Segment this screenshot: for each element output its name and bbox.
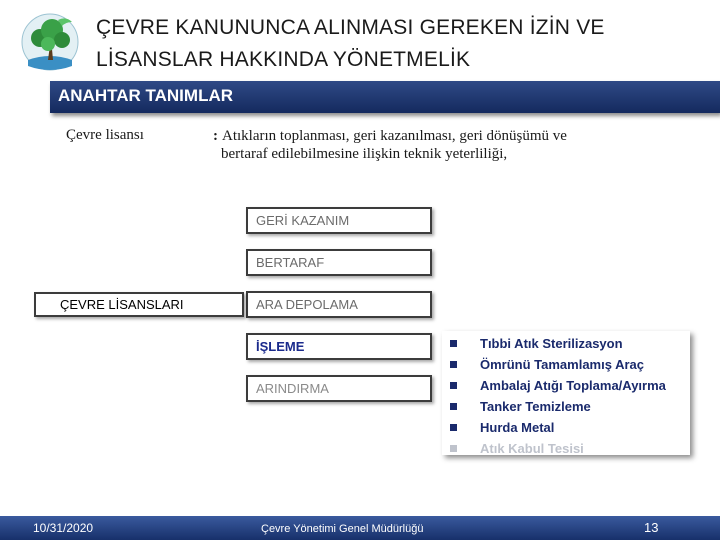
list-item (442, 356, 690, 374)
list-item-label: Tanker Temizleme (480, 399, 591, 414)
list-item (442, 377, 690, 395)
bullet-list-panel (442, 331, 690, 455)
square-bullet-icon (450, 403, 457, 410)
list-item-label: Ömrünü Tamamlamış Araç (480, 357, 644, 372)
list-item-label: Atık Kabul Tesisi (480, 441, 584, 456)
box-geri-kazanim: GERİ KAZANIM (246, 207, 432, 234)
box-arindirma: ARINDIRMA (246, 375, 432, 402)
box-ara-depolama: ARA DEPOLAMA (246, 291, 432, 318)
page-number: 13 (644, 520, 659, 535)
square-bullet-icon (450, 361, 457, 368)
ministry-tree-logo-icon (18, 8, 82, 78)
title-line-1: ÇEVRE KANUNUNCA ALINMASI GEREKEN İZİN VE (96, 16, 605, 39)
footer-organization: Çevre Yönetimi Genel Müdürlüğü (261, 523, 424, 535)
title-line-2: LİSANSLAR HAKKINDA YÖNETMELİK (96, 48, 471, 71)
box-cevre-lisanslari: ÇEVRE LİSANSLARI (34, 292, 244, 317)
square-bullet-icon (450, 424, 457, 431)
definition-colon: : (213, 128, 218, 144)
square-bullet-icon (450, 340, 457, 347)
list-item-label: Hurda Metal (480, 420, 555, 435)
definition-line-2: bertaraf edilebilmesine ilişkin teknik yeterliliği, (221, 146, 508, 162)
box-bertaraf: BERTARAF (246, 249, 432, 276)
section-banner (50, 81, 720, 113)
list-item (442, 419, 690, 437)
definition-text (213, 127, 653, 163)
section-heading: ANAHTAR TANIMLAR (58, 86, 234, 105)
definition-term: Çevre lisansı (66, 127, 144, 143)
square-bullet-icon (450, 445, 457, 452)
list-item (442, 440, 690, 458)
list-item (442, 335, 690, 353)
list-item (442, 398, 690, 416)
page-title (96, 12, 716, 76)
footer-date: 10/31/2020 (33, 521, 94, 535)
list-item-label: Ambalaj Atığı Toplama/Ayırma (480, 378, 666, 393)
list-item-label: Tıbbi Atık Sterilizasyon (480, 336, 623, 351)
box-isleme: İŞLEME (246, 333, 432, 360)
square-bullet-icon (450, 382, 457, 389)
definition-line-1: Atıkların toplanması, geri kazanılması, geri dönüşümü ve (222, 128, 567, 144)
